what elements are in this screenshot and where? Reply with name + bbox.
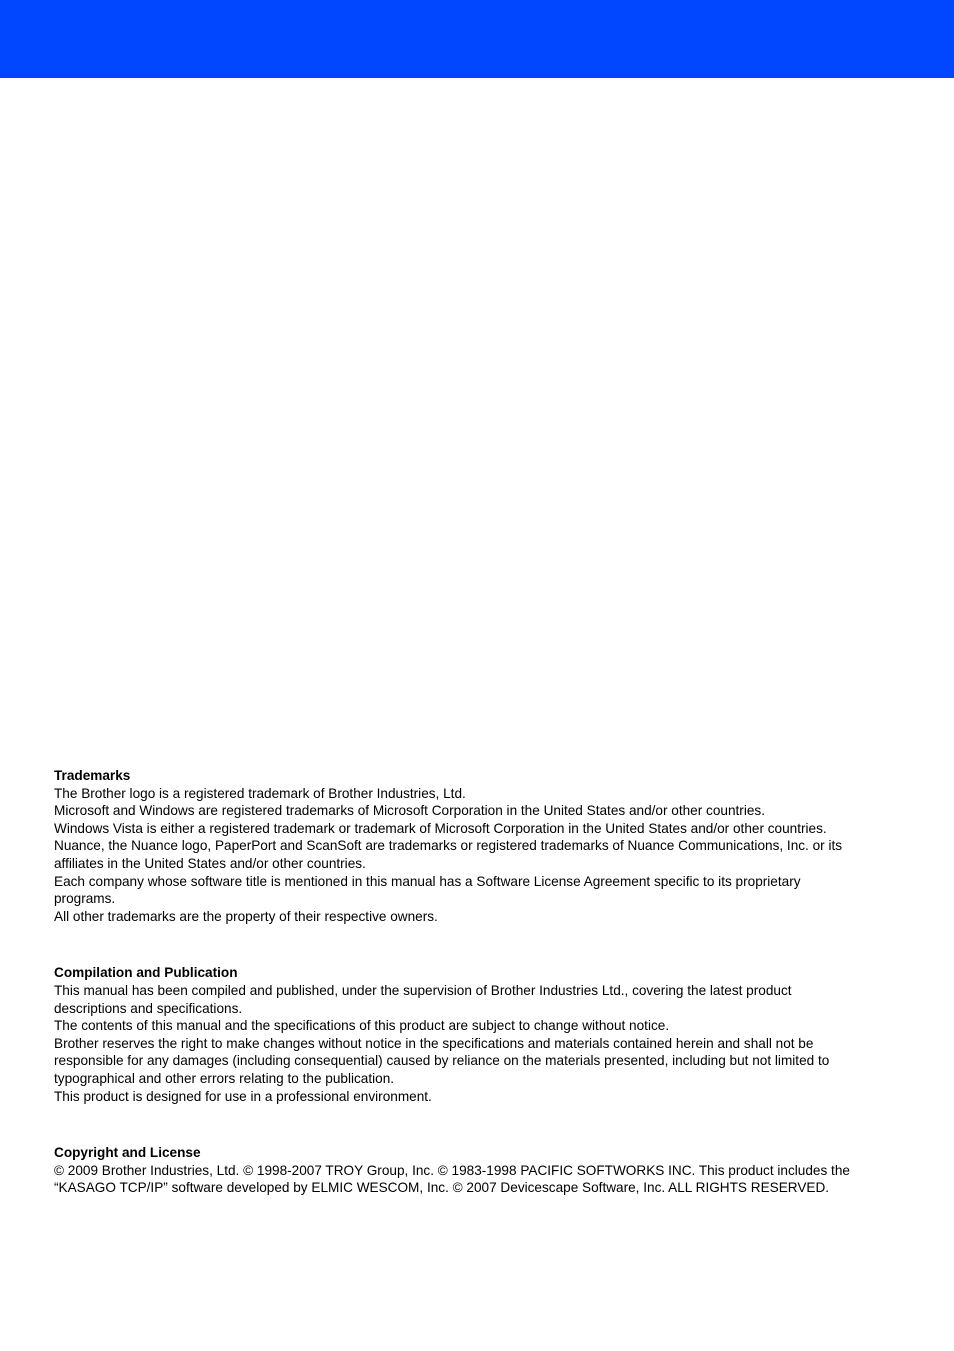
- compilation-paragraph: The contents of this manual and the specifications of this product are subject to change without notice.: [54, 1018, 670, 1034]
- trademarks-paragraph: Each company whose software title is mentioned in this manual has a Software License Agreement specific to its proprietary programs.: [54, 873, 801, 907]
- compilation-paragraph: Brother reserves the right to make changes without notice in the specifications and materials contained herein and shall not be responsible for any damages (including consequential) caused by reliance on the materials presented, including but not limited to typographical and other errors relating to the publication.: [54, 1035, 830, 1086]
- copyright-section: [54, 1144, 854, 1197]
- legal-notices: [54, 767, 854, 1197]
- compilation-heading: Compilation and Publication: [54, 965, 238, 981]
- trademarks-paragraph: Nuance, the Nuance logo, PaperPort and ScanSoft are trademarks or registered trademarks of Nuance Communications, Inc. or its affiliates in the United States and/or other countries.: [54, 838, 843, 871]
- top-color-band: [0, 0, 954, 78]
- trademarks-heading: Trademarks: [54, 768, 131, 783]
- copyright-paragraph: © 2009 Brother Industries, Ltd. © 1998-2007 TROY Group, Inc. © 1983-1998 PACIFIC SOFTWORKS INC. This product includes the “KASAGO TCP/IP” software developed by ELMIC WESCOM, Inc. © 2007 Devicescape Software, Inc. ALL RIGHTS RESERVED.: [54, 1162, 850, 1196]
- compilation-paragraph: This product is designed for use in a professional environment.: [54, 1088, 432, 1104]
- trademarks-paragraph: Microsoft and Windows are registered trademarks of Microsoft Corporation in the United States and/or other countries.: [54, 803, 765, 819]
- trademarks-paragraph: The Brother logo is a registered trademark of Brother Industries, Ltd.: [54, 785, 466, 801]
- trademarks-paragraph: Windows Vista is either a registered trademark or trademark of Microsoft Corporation in the United States and/or other countries.: [54, 820, 827, 836]
- trademarks-paragraph: All other trademarks are the property of their respective owners.: [54, 908, 438, 924]
- trademarks-section: [54, 767, 854, 925]
- compilation-section: [54, 964, 854, 1105]
- compilation-paragraph: This manual has been compiled and published, under the supervision of Brother Industries Ltd., covering the latest product descriptions and specifications.: [54, 982, 792, 1016]
- copyright-heading: Copyright and License: [54, 1145, 201, 1161]
